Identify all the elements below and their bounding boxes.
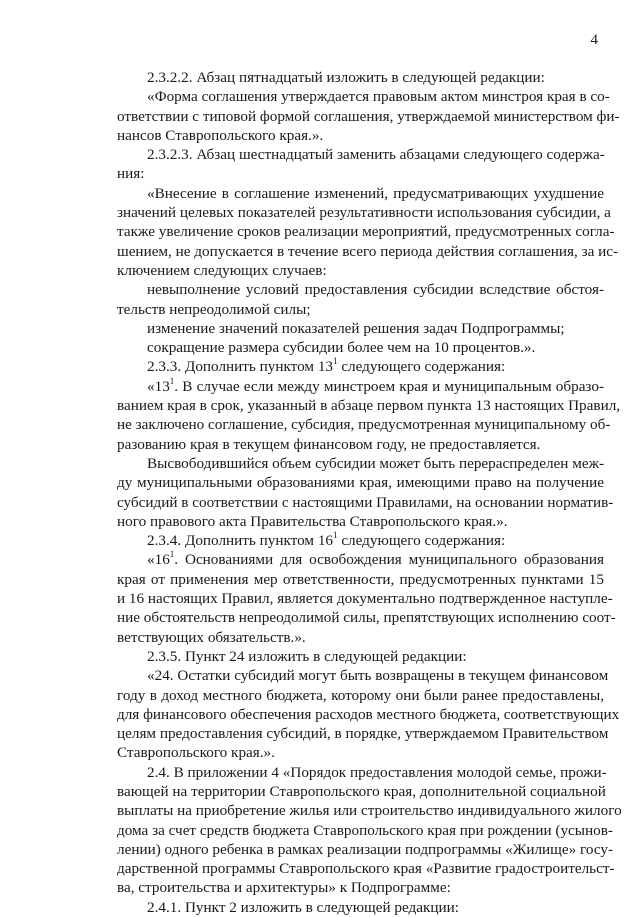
text-line: ва, строительства и архитектуры» к Подпрограмме:: [117, 879, 451, 897]
text-line: «24. Остатки субсидий могут быть возвращены в текущем финансовом: [147, 667, 609, 685]
text-line: ответствии с типовой формой соглашения, утверждаемой министерством фи-: [117, 107, 620, 125]
text-line: ние обстоятельств непреодолимой силы, препятствующих исполнению соот-: [117, 609, 616, 627]
text-line: субсидий в соответствии с настоящими Правилами, на основании норматив-: [117, 493, 614, 511]
text-line: ного правового акта Правительства Ставропольского края.».: [117, 512, 508, 530]
superscript: 1: [333, 356, 338, 367]
text-line: выплаты на приобретение жилья или строительство индивидуального жилого: [117, 802, 622, 820]
text-line: «Внесение в соглашение изменений, предусматривающих ухудшение: [147, 184, 604, 202]
text-line: и 16 настоящих Правил, является документально подтвержденное наступле-: [117, 590, 613, 608]
text-line: 2.3.2.2. Абзац пятнадцатый изложить в следующей редакции:: [147, 69, 545, 86]
text-line: 2.3.5. Пункт 24 изложить в следующей редакции:: [147, 647, 467, 665]
text-line: не заключено соглашение, субсидия, предусмотренная муниципальному об-: [117, 416, 611, 434]
text-line: 2.3.2.3. Абзац шестнадцатый заменить абзацами следующего содержа-: [147, 146, 605, 164]
text-line: Ставропольского края.».: [117, 744, 275, 762]
superscript: 1: [333, 530, 338, 541]
text-line: вающей на территории Ставропольского края, дополнительной социальной: [117, 782, 606, 800]
superscript: 1: [169, 549, 175, 560]
line-text: следующего содержания:: [337, 358, 506, 376]
text-line: ключением следующих случаев:: [117, 261, 327, 279]
text-line: невыполнение условий предоставления субсидии вследствие обстоя-: [147, 281, 604, 299]
text-line: [117, 377, 604, 396]
superscript: 1: [169, 375, 175, 386]
text-line: также увеличение сроков реализации мероприятий, предусмотренных согла-: [117, 223, 615, 241]
text-line: шением, не допускается в течение всего периода действия соглашения, за ис-: [117, 242, 619, 260]
text-line: [117, 550, 604, 569]
text-line: [117, 531, 604, 550]
page-number: 4: [590, 32, 598, 48]
text-line: тельств непреодолимой силы;: [117, 300, 311, 318]
text-line: края от применения мер ответственности, предусмотренных пунктами 15: [117, 570, 604, 588]
text-line: целям предоставления субсидий, в порядке, утверждаемом Правительством: [117, 725, 609, 743]
text-line: 2.4. В приложении 4 «Порядок предоставления молодой семье, прожи-: [147, 763, 607, 781]
line-text: 2.3.4. Дополнить пунктом 16: [147, 532, 334, 550]
document-body: [117, 68, 622, 917]
text-line: для финансового обеспечения расходов местного бюджета, соответствующих: [117, 705, 620, 723]
line-text: 2.3.3. Дополнить пунктом 13: [147, 358, 334, 376]
text-line: изменение значений показателей решения задач Подпрограммы;: [147, 319, 565, 337]
text-line: ния:: [117, 165, 145, 183]
text-line: году в доход местного бюджета, которому они были ранее предоставлены,: [117, 686, 604, 704]
line-text: «13: [147, 377, 170, 395]
text-line: нансов Ставропольского края.».: [117, 126, 324, 144]
text-line: лении) одного ребенка в рамках реализации подпрограммы «Жилище» госу-: [117, 840, 614, 858]
line-text: . В случае если между минстроем края и муниципальным образо-: [174, 377, 604, 395]
line-text: «16: [147, 551, 170, 569]
text-line: ветствующих обязательств.».: [117, 628, 306, 646]
text-line: дома за счет средств бюджета Ставропольского края при рождении (усынов-: [117, 821, 613, 839]
text-line: разованию края в текущем финансовом году, не предоставляется.: [117, 435, 541, 453]
text-line: сокращение размера субсидии более чем на 10 процентов.».: [147, 339, 536, 357]
text-line: дарственной программы Ставропольского края «Развитие градостроительст-: [117, 860, 615, 878]
line-text: . Основаниями для освобождения муниципального образования: [174, 551, 604, 569]
text-line: 2.4.1. Пункт 2 изложить в следующей редакции:: [147, 898, 460, 916]
text-line: ванием края в срок, указанный в абзаце первом пункта 13 настоящих Правил,: [117, 397, 621, 415]
text-line: значений целевых показателей результативности использования субсидии, а: [117, 204, 611, 222]
text-line: ду муниципальными образованиями края, имеющими право на получение: [117, 474, 604, 492]
line-text: следующего содержания:: [337, 532, 506, 550]
text-line: «Форма соглашения утверждается правовым актом минстроя края в со-: [147, 88, 610, 106]
text-line: Высвободившийся объем субсидии может быть перераспределен меж-: [147, 454, 605, 472]
text-line: [117, 357, 604, 376]
